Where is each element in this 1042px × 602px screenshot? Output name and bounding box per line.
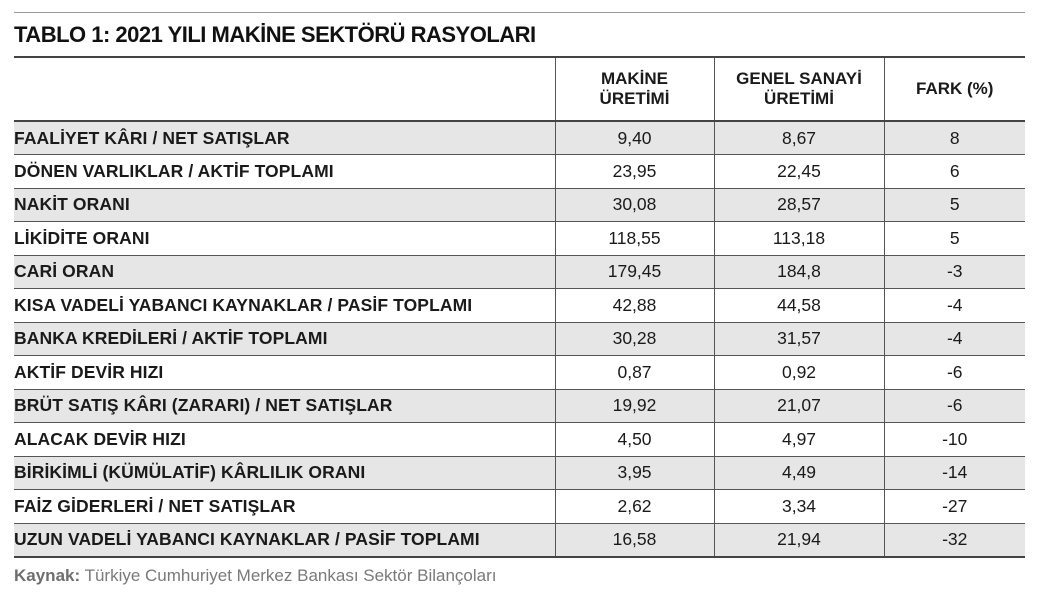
makine-uretimi-value: 42,88 <box>555 289 714 323</box>
source-text: Türkiye Cumhuriyet Merkez Bankası Sektör Bilançoları <box>84 566 497 585</box>
genel-sanayi-value: 4,97 <box>714 423 884 457</box>
fark-value: -32 <box>884 523 1025 557</box>
genel-sanayi-value: 4,49 <box>714 456 884 490</box>
row-label: ALACAK DEVİR HIZI <box>14 428 186 449</box>
makine-uretimi-value: 30,28 <box>555 322 714 356</box>
row-label: AKTİF DEVİR HIZI <box>14 361 164 382</box>
table-row <box>14 523 1025 557</box>
genel-sanayi-value: 8,67 <box>714 121 884 155</box>
genel-sanayi-value: 184,8 <box>714 255 884 289</box>
table-row <box>14 456 1025 490</box>
row-label: KISA VADELİ YABANCI KAYNAKLAR / PASİF TOPLAMI <box>14 294 473 315</box>
genel-sanayi-value: 44,58 <box>714 289 884 323</box>
fark-value: -4 <box>884 289 1025 323</box>
fark-value: 6 <box>884 155 1025 189</box>
header-makine-line1: MAKİNE <box>600 69 669 88</box>
row-label: DÖNEN VARLIKLAR / AKTİF TOPLAMI <box>14 160 334 181</box>
makine-uretimi-value: 4,50 <box>555 423 714 457</box>
row-label: CARİ ORAN <box>14 261 115 282</box>
fark-value: -27 <box>884 490 1025 524</box>
table-title: TABLO 1: 2021 YILI MAKİNE SEKTÖRÜ RASYOLARI <box>14 22 536 47</box>
header-row <box>14 57 1025 121</box>
fark-value: -14 <box>884 456 1025 490</box>
genel-sanayi-value: 21,07 <box>714 389 884 423</box>
header-makine-uretimi <box>555 57 714 121</box>
fark-value: 5 <box>884 222 1025 256</box>
table-row <box>14 255 1025 289</box>
genel-sanayi-value: 21,94 <box>714 523 884 557</box>
genel-sanayi-value: 3,34 <box>714 490 884 524</box>
table-row <box>14 289 1025 323</box>
genel-sanayi-value: 0,92 <box>714 356 884 390</box>
table-row <box>14 356 1025 390</box>
header-genel-line2: ÜRETİMİ <box>764 89 834 108</box>
row-label: BRÜT SATIŞ KÂRI (ZARARI) / NET SATIŞLAR <box>14 395 393 416</box>
makine-uretimi-value: 23,95 <box>555 155 714 189</box>
makine-uretimi-value: 179,45 <box>555 255 714 289</box>
makine-uretimi-value: 16,58 <box>555 523 714 557</box>
row-label: BİRİKİMLİ (KÜMÜLATİF) KÂRLILIK ORANI <box>14 462 366 483</box>
header-makine-line2: ÜRETİMİ <box>599 89 670 108</box>
makine-uretimi-value: 118,55 <box>555 222 714 256</box>
table-body <box>14 121 1025 557</box>
table-row <box>14 222 1025 256</box>
source-note <box>14 566 497 586</box>
genel-sanayi-value: 22,45 <box>714 155 884 189</box>
fark-value: -4 <box>884 322 1025 356</box>
ratio-table <box>14 56 1025 558</box>
fark-value: 5 <box>884 188 1025 222</box>
header-genel-line1: GENEL SANAYİ <box>736 69 862 88</box>
makine-uretimi-value: 0,87 <box>555 356 714 390</box>
fark-value: 8 <box>884 121 1025 155</box>
table-row <box>14 389 1025 423</box>
row-label: BANKA KREDİLERİ / AKTİF TOPLAMI <box>14 328 328 349</box>
makine-uretimi-value: 9,40 <box>555 121 714 155</box>
header-label <box>14 57 555 121</box>
header-fark: FARK (%) <box>884 57 1025 121</box>
genel-sanayi-value: 28,57 <box>714 188 884 222</box>
row-label: LİKİDİTE ORANI <box>14 227 150 248</box>
fark-value: -3 <box>884 255 1025 289</box>
makine-uretimi-value: 3,95 <box>555 456 714 490</box>
makine-uretimi-value: 19,92 <box>555 389 714 423</box>
row-label: UZUN VADELİ YABANCI KAYNAKLAR / PASİF TOPLAMI <box>14 529 480 549</box>
row-label: FAALİYET KÂRI / NET SATIŞLAR <box>14 127 290 148</box>
table-row <box>14 188 1025 222</box>
table-row <box>14 490 1025 524</box>
header-genel-sanayi-uretimi <box>714 57 884 121</box>
table-row <box>14 155 1025 189</box>
row-label: NAKİT ORANI <box>14 194 130 215</box>
table-row <box>14 322 1025 356</box>
fark-value: -10 <box>884 423 1025 457</box>
source-label: Kaynak: <box>14 566 81 585</box>
table-row <box>14 121 1025 155</box>
top-rule <box>14 12 1025 13</box>
table-row <box>14 423 1025 457</box>
fark-value: -6 <box>884 356 1025 390</box>
fark-value: -6 <box>884 389 1025 423</box>
makine-uretimi-value: 30,08 <box>555 188 714 222</box>
makine-uretimi-value: 2,62 <box>555 490 714 524</box>
row-label: FAİZ GİDERLERİ / NET SATIŞLAR <box>14 495 296 516</box>
genel-sanayi-value: 31,57 <box>714 322 884 356</box>
genel-sanayi-value: 113,18 <box>714 222 884 256</box>
